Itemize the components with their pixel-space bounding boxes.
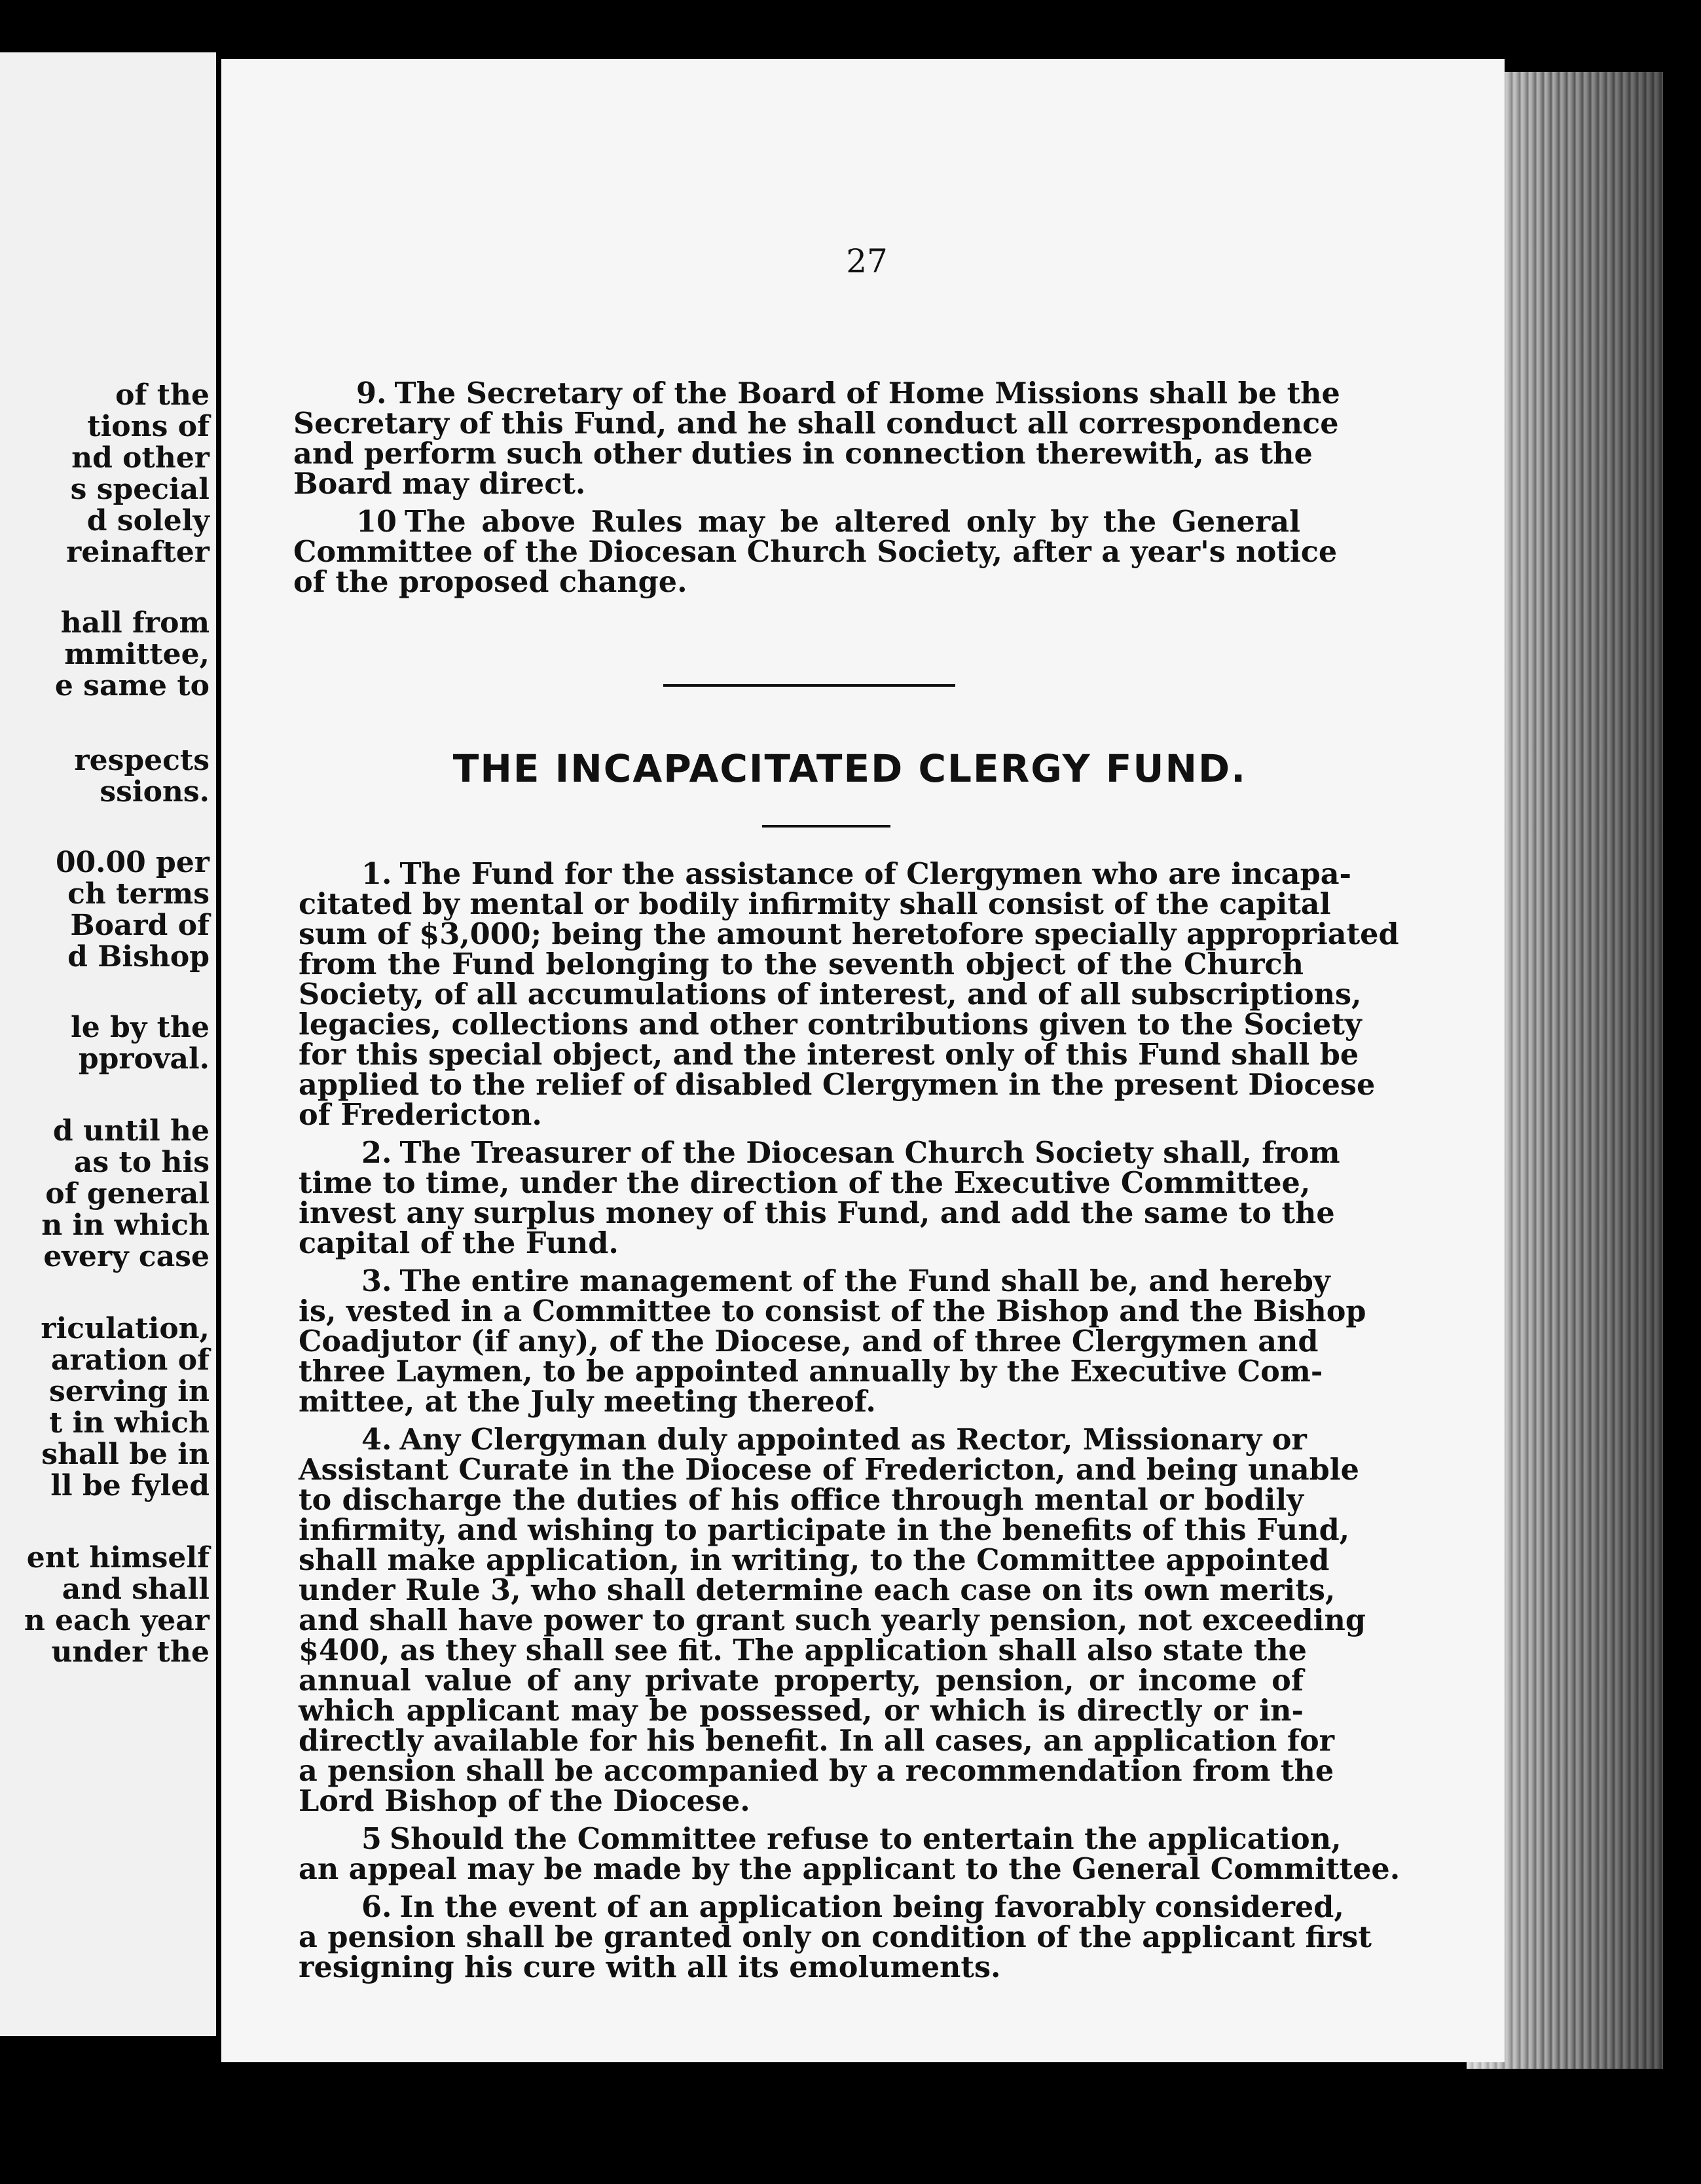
rule-line: of the proposed change. xyxy=(293,565,687,599)
rule-number: 6. xyxy=(361,1890,392,1924)
rule-line: capital of the Fund. xyxy=(299,1226,619,1260)
rule-line-text: The Treasurer of the Diocesan Church Society shall, from xyxy=(399,1136,1340,1170)
rule-paragraph xyxy=(299,857,1399,1132)
rule-line: and shall have power to grant such yearly pension, not exceeding xyxy=(299,1603,1366,1637)
left-page-text-fragment: of general xyxy=(45,1177,210,1210)
rule-line: Society, of all accumulations of interest, and of all subscriptions, xyxy=(299,977,1362,1011)
rule-line: Assistant Curate in the Diocese of Fredericton, and being unable xyxy=(299,1453,1359,1487)
left-page-text-fragment: and shall xyxy=(62,1573,210,1606)
rule-line: from the Fund belonging to the seventh object of the Church xyxy=(299,947,1304,981)
left-page-text-fragment: d solely xyxy=(86,504,210,537)
rule-first-line xyxy=(299,1264,1330,1298)
rule-line: under Rule 3, who shall determine each case on its own merits, xyxy=(299,1573,1336,1607)
rule-paragraph xyxy=(299,1264,1366,1419)
page-number: 27 xyxy=(846,242,888,280)
left-page-text-fragment: s special xyxy=(70,473,210,506)
rule-line: of Fredericton. xyxy=(299,1098,542,1132)
left-page-text-fragment: reinafter xyxy=(66,536,210,569)
rule-line: Board may direct. xyxy=(293,467,586,501)
left-page-text-fragment: of the xyxy=(115,378,210,412)
rule-line: a pension shall be accompanied by a recommendation from the xyxy=(299,1754,1334,1788)
rule-paragraph xyxy=(299,1890,1372,1984)
left-page-text-fragment: e same to xyxy=(54,669,210,702)
left-page-text-fragment: pproval. xyxy=(78,1042,210,1076)
rule-line: Lord Bishop of the Diocese. xyxy=(299,1784,750,1818)
rule-line-text: Any Clergyman duly appointed as Rector, Missionary or xyxy=(399,1423,1307,1457)
rule-line-text: The Secretary of the Board of Home Missions shall be the xyxy=(394,376,1340,410)
rule-line-text: Should the Committee refuse to entertain the application, xyxy=(389,1822,1342,1856)
rule-first-line xyxy=(299,857,1352,891)
left-page-text-fragment: riculation, xyxy=(41,1312,210,1345)
left-page-text-fragment: 00.00 per xyxy=(55,846,210,879)
rule-paragraph xyxy=(299,1136,1340,1260)
rule-line: time to time, under the direction of the Executive Committee, xyxy=(299,1166,1311,1200)
rule-line: infirmity, and wishing to participate in the benefits of this Fund, xyxy=(299,1513,1350,1547)
rule-line: Secretary of this Fund, and he shall conduct all correspondence xyxy=(293,407,1339,441)
rule-line: applied to the relief of disabled Clergymen in the present Diocese xyxy=(299,1068,1376,1102)
rule-line: Coadjutor (if any), of the Diocese, and of three Clergymen and xyxy=(299,1324,1319,1358)
rule-line: resigning his cure with all its emoluments. xyxy=(299,1950,1001,1984)
rule-line: directly available for his benefit. In all cases, an application for xyxy=(299,1724,1335,1758)
rule-line: Committee of the Diocesan Church Society, after a year's notice xyxy=(293,535,1338,569)
rule-paragraph xyxy=(299,1822,1400,1886)
left-page-text-fragment: tions of xyxy=(87,410,210,443)
left-page-text-fragment: mmittee, xyxy=(64,638,210,671)
rule-line-text: The entire management of the Fund shall be, and hereby xyxy=(399,1264,1330,1298)
left-page-text-fragment: ch terms xyxy=(67,877,210,911)
left-page-text-fragment: hall from xyxy=(60,606,210,640)
rule-line: citated by mental or bodily infirmity shall consist of the capital xyxy=(299,887,1331,921)
rule-number: 10 xyxy=(356,505,397,539)
rule-line: three Laymen, to be appointed annually by the Executive Com- xyxy=(299,1355,1323,1389)
rule-line: annual value of any private property, pension, or income of xyxy=(299,1664,1304,1698)
left-page-text-fragment: every case xyxy=(43,1240,210,1273)
rule-line: and perform such other duties in connection therewith, as the xyxy=(293,437,1313,471)
rule-first-line xyxy=(299,1890,1344,1924)
left-page-text-fragment: n each year xyxy=(24,1604,210,1637)
fund-rules xyxy=(299,857,1400,1990)
heading-underline xyxy=(762,825,890,828)
rule-first-line xyxy=(299,1822,1342,1856)
rule-paragraph xyxy=(299,1423,1366,1818)
rule-line: for this special object, and the interest only of this Fund shall be xyxy=(299,1038,1359,1072)
rule-first-line xyxy=(293,507,1300,537)
rule-number: 1. xyxy=(361,857,392,891)
left-page-text-fragment: d Bishop xyxy=(67,940,210,974)
rule-line: shall make application, in writing, to the Committee appointed xyxy=(299,1543,1330,1577)
rule-line-text: In the event of an application being favorably considered, xyxy=(399,1890,1344,1924)
rule-number: 9. xyxy=(356,376,387,410)
left-page-fragment xyxy=(0,52,216,2036)
left-page-text-fragment: le by the xyxy=(71,1011,210,1044)
rule-number: 3. xyxy=(361,1264,392,1298)
rule-number: 5 xyxy=(361,1822,382,1856)
rule-line: an appeal may be made by the applicant to the General Committee. xyxy=(299,1852,1400,1886)
rule-number: 4. xyxy=(361,1423,392,1457)
rule-first-line xyxy=(299,1423,1307,1457)
left-page-text-fragment: serving in xyxy=(48,1375,210,1408)
rule-line: a pension shall be granted only on condition of the applicant first xyxy=(299,1920,1372,1954)
left-page-text-fragment: d until he xyxy=(52,1114,210,1148)
rule-line-text: The above Rules may be altered only by the General xyxy=(404,505,1300,539)
rule-line: legacies, collections and other contributions given to the Society xyxy=(299,1008,1362,1042)
left-page-text-fragment: respects xyxy=(74,744,210,777)
rule-line: is, vested in a Committee to consist of the Bishop and the Bishop xyxy=(299,1294,1366,1328)
left-page-text-fragment: nd other xyxy=(71,441,210,475)
rule-line: invest any surplus money of this Fund, and add the same to the xyxy=(299,1196,1335,1230)
rule-paragraph xyxy=(293,376,1340,501)
left-page-text-fragment: shall be in xyxy=(41,1438,210,1471)
left-page-text-fragment: as to his xyxy=(73,1146,210,1179)
left-page-text-fragment: aration of xyxy=(50,1343,210,1377)
left-page-text-fragment: ll be fyled xyxy=(50,1469,210,1502)
rule-number: 2. xyxy=(361,1136,392,1170)
rule-line: sum of $3,000; being the amount heretofore specially appropriated xyxy=(299,917,1399,951)
section-divider xyxy=(663,684,955,687)
main-page xyxy=(221,59,1505,2062)
rule-paragraph xyxy=(293,505,1338,599)
rule-first-line xyxy=(293,376,1340,410)
left-page-text-fragment: under the xyxy=(51,1635,210,1669)
rule-line: mittee, at the July meeting thereof. xyxy=(299,1385,876,1419)
section-heading: THE INCAPACITATED CLERGY FUND. xyxy=(452,746,1247,791)
rule-line-text: The Fund for the assistance of Clergymen who are incapa- xyxy=(399,857,1352,891)
left-page-text-fragment: t in which xyxy=(48,1406,210,1440)
left-page-text-fragment: ent himself xyxy=(26,1541,210,1574)
left-page-text-fragment: Board of xyxy=(70,909,210,942)
rules-continued xyxy=(293,376,1340,605)
rule-line: to discharge the duties of his office through mental or bodily xyxy=(299,1483,1304,1517)
rule-line: which applicant may be possessed, or which is directly or in- xyxy=(299,1694,1304,1728)
left-page-text-fragment: n in which xyxy=(41,1209,210,1242)
rule-first-line xyxy=(299,1136,1340,1170)
rule-line: $400, as they shall see fit. The application shall also state the xyxy=(299,1633,1307,1667)
left-page-text-fragment: ssions. xyxy=(100,775,210,809)
